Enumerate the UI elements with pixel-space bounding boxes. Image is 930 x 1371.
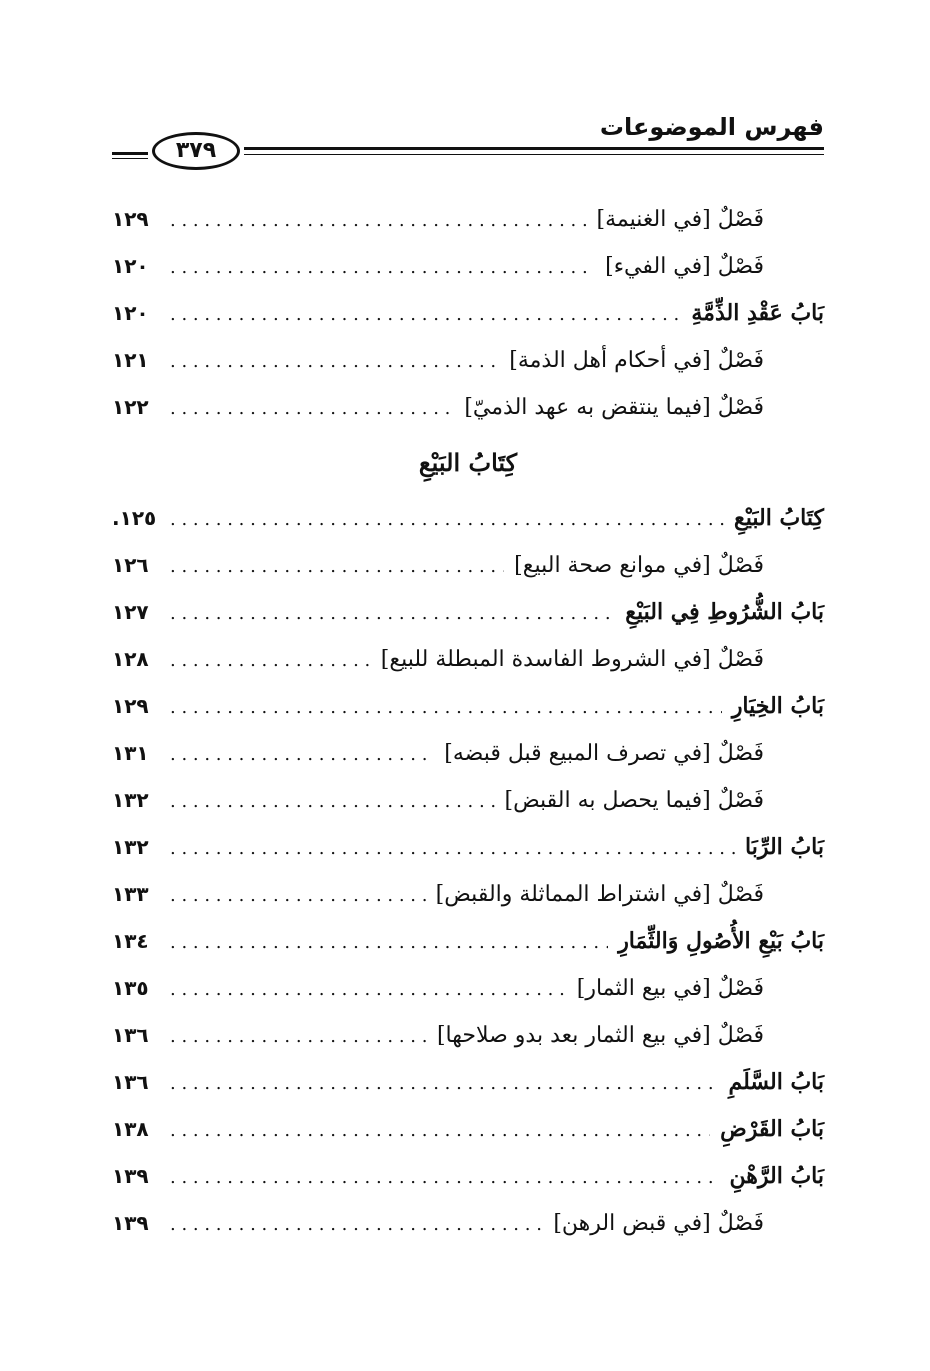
toc-entry-page: ١٣٦ [112,1070,149,1094]
toc-entry-title: بَابُ السَّلَمِ [728,1069,824,1095]
toc-entry-title: بَابُ الشُّرُوطِ فِي البَيْعِ [625,599,824,625]
leader-dots [170,496,724,543]
toc-entry[interactable] [112,730,824,777]
toc-entry[interactable] [112,542,824,589]
running-title: فهرس الموضوعات [599,113,824,141]
toc-entry[interactable] [112,824,824,871]
toc-entry-title: بَابُ بَيْعِ الأُصُولِ وَالثِّمَارِ [618,928,824,954]
toc-entry-page: ١٣٦ [112,1023,149,1047]
header-rule-left-top [112,152,148,155]
toc-entry-page: ١٢٧ [112,600,149,624]
toc-entry[interactable] [112,777,824,824]
toc-entry[interactable] [112,384,824,431]
toc-entry[interactable] [112,1106,824,1153]
toc-entry-title: بَابُ الرَّهْنِ [729,1163,824,1189]
leader-dots [170,197,587,244]
leader-dots [170,1107,710,1154]
toc-entry-title: بَابُ عَقْدِ الذِّمَّةِ [691,300,824,326]
leader-dots [170,684,722,731]
toc-entry[interactable] [112,243,824,290]
toc-entry-page: ١٢٢ [112,395,149,419]
toc-entry-page: ١٣٨ [112,1117,149,1141]
toc-entry-page: ١٢٦ [112,553,149,577]
toc-entry-page: ١٣٢ [112,788,149,812]
toc-entry-title: فَصْلٌ [في بيع الثمار] [576,976,764,1001]
leader-dots [170,244,595,291]
toc-entry-title: بَابُ الخِيَارِ [731,693,824,719]
leader-dots [170,637,371,684]
leader-dots [170,872,426,919]
leader-dots [170,590,615,637]
toc-entry-title: بَابُ الرِّبَا [745,834,824,860]
toc-entry-page: ١٣٥ [112,976,149,1000]
toc-entry[interactable] [112,1012,824,1059]
header-rule-right-bottom [244,154,824,155]
toc-entry[interactable] [112,636,824,683]
table-of-contents [112,196,824,1247]
leader-dots [170,338,499,385]
toc-entry-title: فَصْلٌ [في موانع صحة البيع] [514,553,764,578]
toc-entry-page: ١٢٩ [112,694,149,718]
toc-entry-title: فَصْلٌ [في تصرف المبيع قبل قبضه] [444,741,764,766]
toc-entry-title: فَصْلٌ [في الشروط الفاسدة المبطلة للبيع] [380,647,764,672]
leader-dots [170,966,567,1013]
toc-entry[interactable] [112,196,824,243]
toc-entry-title: فَصْلٌ [في أحكام أهل الذمة] [509,348,764,373]
toc-entry[interactable] [112,965,824,1012]
toc-entry-page: ١٣١ [112,741,149,765]
toc-entry-title: فَصْلٌ [في قبض الرهن] [553,1211,764,1236]
toc-entry-title: كِتَابُ البَيْعِ [734,505,824,531]
toc-entry[interactable] [112,683,824,730]
toc-entry[interactable] [112,918,824,965]
toc-entry-page: ١٣٢ [112,835,149,859]
toc-entry[interactable] [112,1059,824,1106]
section-heading: كِتَابُ البَيْعِ [418,448,518,477]
toc-entry[interactable] [112,589,824,636]
page-header [112,112,824,172]
toc-entry-title: فَصْلٌ [في اشتراط المماثلة والقبض] [435,882,764,907]
toc-entry-page: ١٢٠ [112,254,149,278]
leader-dots [170,1154,720,1201]
toc-entry-page: ١٣٤ [112,929,149,953]
toc-entry-title: بَابُ القَرْضِ [720,1116,824,1142]
toc-entry-page: ١٢٠ [112,301,149,325]
toc-entry[interactable] [112,871,824,918]
leader-dots [170,1060,718,1107]
toc-entry-title: فَصْلٌ [فيما ينتقض به عهد الذميّ] [464,395,764,420]
toc-entry-title: فَصْلٌ [في الفيء] [605,254,764,279]
header-rule-right-top [244,147,824,150]
toc-entry-page: ١٢١ [112,348,149,372]
toc-entry[interactable] [112,337,824,384]
toc-entry-page: ١٣٩ [112,1211,149,1235]
toc-entry-title: فَصْلٌ [في الغنيمة] [596,207,764,232]
toc-entry-page: ١٢٩ [112,207,149,231]
toc-entry[interactable] [112,495,824,542]
toc-entry-title: فَصْلٌ [في بيع الثمار بعد بدو صلاحها] [436,1023,764,1048]
leader-dots [170,543,504,590]
leader-dots [170,1013,427,1060]
leader-dots [170,825,735,872]
leader-dots [170,778,495,825]
page-number-badge: ٣٧٩ [152,132,240,170]
toc-entry-title: فَصْلٌ [فيما يحصل به القبض] [504,788,764,813]
leader-dots [170,385,454,432]
leader-dots [170,919,608,966]
leader-dots [170,291,681,338]
leader-dots [170,731,434,778]
header-rule-left-bottom [112,158,148,159]
toc-entry[interactable] [112,1153,824,1200]
toc-entry-page: ١٣٣ [112,882,149,906]
toc-entry-page: ١٢٨ [112,647,149,671]
toc-entry[interactable] [112,1200,824,1247]
toc-entry-page: ١٣٩ [112,1164,149,1188]
toc-entry-page: ١٢٥. [112,506,157,530]
leader-dots [170,1201,543,1248]
toc-entry[interactable] [112,290,824,337]
